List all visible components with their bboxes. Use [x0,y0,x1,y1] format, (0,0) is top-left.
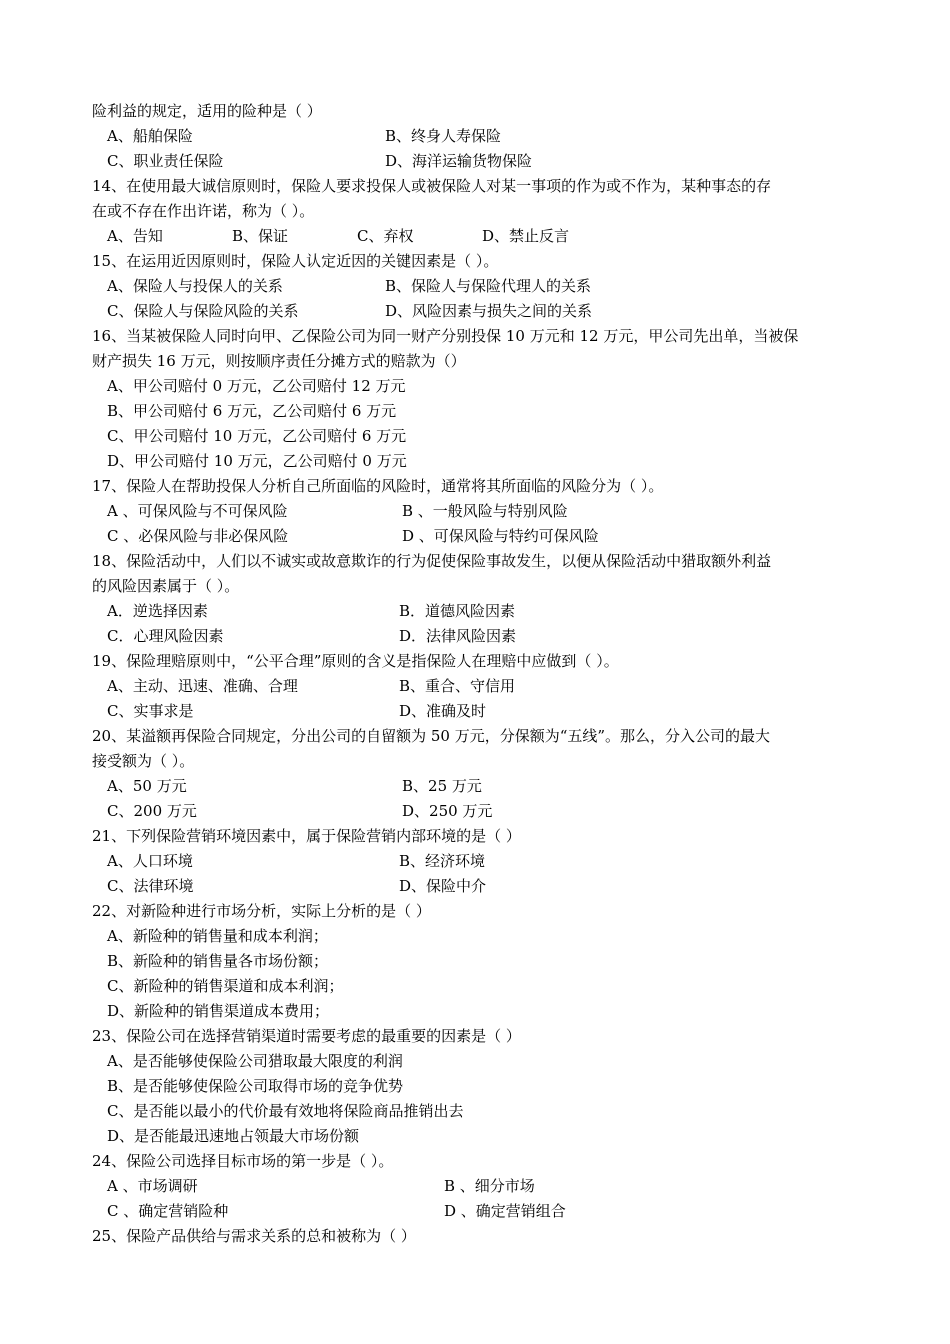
q20-option-a: A、50 万元 [107,777,187,795]
q14-option-a: A、告知 [107,227,163,245]
question-20: 20、某溢额再保险合同规定，分出公司的自留额为 50 万元，分保额为“五线”。那么，分入公司的最大 [92,727,771,745]
question-21: 21、下列保险营销环境因素中，属于保险营销内部环境的是（ ） [92,827,521,845]
q21-option-c: C、法律环境 [107,877,194,895]
q19-option-b: B、重合、守信用 [399,677,516,695]
q16-option-b: B、甲公司赔付 6 万元，乙公司赔付 6 万元 [107,402,397,420]
q14-option-b: B、保证 [232,227,289,245]
q21-option-d: D、保险中介 [399,877,487,895]
q20-option-d: D、250 万元 [402,802,493,820]
question-18: 18、保险活动中，人们以不诚实或故意欺诈的行为促使保险事故发生，以便从保险活动中猎取额外利益 [92,552,772,570]
q18-option-b: B．道德风险因素 [399,602,516,620]
q22-option-a: A、新险种的销售量和成本利润； [107,927,328,945]
q17-option-a: A 、可保风险与不可保风险 [107,502,288,520]
q19-option-d: D、准确及时 [399,702,487,720]
q23-option-c: C、是否能以最小的代价最有效地将保险商品推销出去 [107,1102,464,1120]
q15-option-c: C、保险人与保险风险的关系 [107,302,299,320]
question-25: 25、保险产品供给与需求关系的总和被称为（ ） [92,1227,416,1245]
q18-option-c: C．心理风险因素 [107,627,224,645]
q22-option-d: D、新险种的销售渠道成本费用； [107,1002,330,1020]
question-16-continuation: 财产损失 16 万元，则按顺序责任分摊方式的赔款为（） [92,352,466,370]
q23-option-b: B、是否能够使保险公司取得市场的竞争优势 [107,1077,404,1095]
q13-option-c: C、职业责任保险 [107,152,224,170]
question-24: 24、保险公司选择目标市场的第一步是（ ）。 [92,1152,394,1170]
question-13-continuation: 险利益的规定，适用的险种是（ ） [92,102,322,120]
q20-option-b: B、25 万元 [402,777,482,795]
q15-option-a: A、保险人与投保人的关系 [107,277,283,295]
q15-option-b: B、保险人与保险代理人的关系 [385,277,592,295]
question-18-continuation: 的风险因素属于（ ）。 [92,577,240,595]
q13-option-a: A、船舶保险 [107,127,193,145]
q16-option-a: A、甲公司赔付 0 万元，乙公司赔付 12 万元 [107,377,406,395]
question-14-continuation: 在或不存在作出许诺，称为（ ）。 [92,202,315,220]
q18-option-a: A．逆选择因素 [107,602,208,620]
question-17: 17、保险人在帮助投保人分析自己所面临的风险时，通常将其所面临的风险分为（ ）。 [92,477,664,495]
q17-option-c: C 、必保风险与非必保风险 [107,527,289,545]
q13-option-d: D、海洋运输货物保险 [385,152,533,170]
q18-option-d: D．法律风险因素 [399,627,517,645]
q21-option-a: A、人口环境 [107,852,193,870]
q17-option-d: D 、可保风险与特约可保风险 [402,527,599,545]
question-20-continuation: 接受额为（ ）。 [92,752,195,770]
question-23: 23、保险公司在选择营销渠道时需要考虑的最重要的因素是（ ） [92,1027,521,1045]
question-14: 14、在使用最大诚信原则时，保险人要求投保人或被保险人对某一事项的作为或不作为，某种事态的存 [92,177,772,195]
q21-option-b: B、经济环境 [399,852,486,870]
q24-option-d: D 、确定营销组合 [444,1202,566,1220]
q14-option-d: D、禁止反言 [482,227,570,245]
q15-option-d: D、风险因素与损失之间的关系 [385,302,593,320]
q19-option-c: C、实事求是 [107,702,194,720]
q23-option-a: A、是否能够使保险公司猎取最大限度的利润 [107,1052,403,1070]
q22-option-c: C、新险种的销售渠道和成本利润； [107,977,344,995]
q22-option-b: B、新险种的销售量各市场份额； [107,952,329,970]
question-16: 16、当某被保险人同时向甲、乙保险公司为同一财产分别投保 10 万元和 12 万元，甲公司先出单，当被保 [92,327,799,345]
q14-option-c: C、弃权 [357,227,414,245]
question-19: 19、保险理赔原则中，“公平合理”原则的含义是指保险人在理赔中应做到（ ）。 [92,652,619,670]
q20-option-c: C、200 万元 [107,802,197,820]
q13-option-b: B、终身人寿保险 [385,127,502,145]
q24-option-b: B 、细分市场 [444,1177,535,1195]
question-15: 15、在运用近因原则时，保险人认定近因的关键因素是（ ）。 [92,252,499,270]
q23-option-d: D、是否能最迅速地占领最大市场份额 [107,1127,360,1145]
q24-option-a: A 、市场调研 [107,1177,198,1195]
q16-option-c: C、甲公司赔付 10 万元，乙公司赔付 6 万元 [107,427,407,445]
q17-option-b: B 、一般风险与特别风险 [402,502,568,520]
question-22: 22、对新险种进行市场分析，实际上分析的是（ ） [92,902,431,920]
q16-option-d: D、甲公司赔付 10 万元，乙公司赔付 0 万元 [107,452,407,470]
q24-option-c: C 、确定营销险种 [107,1202,229,1220]
q19-option-a: A、主动、迅速、准确、合理 [107,677,298,695]
